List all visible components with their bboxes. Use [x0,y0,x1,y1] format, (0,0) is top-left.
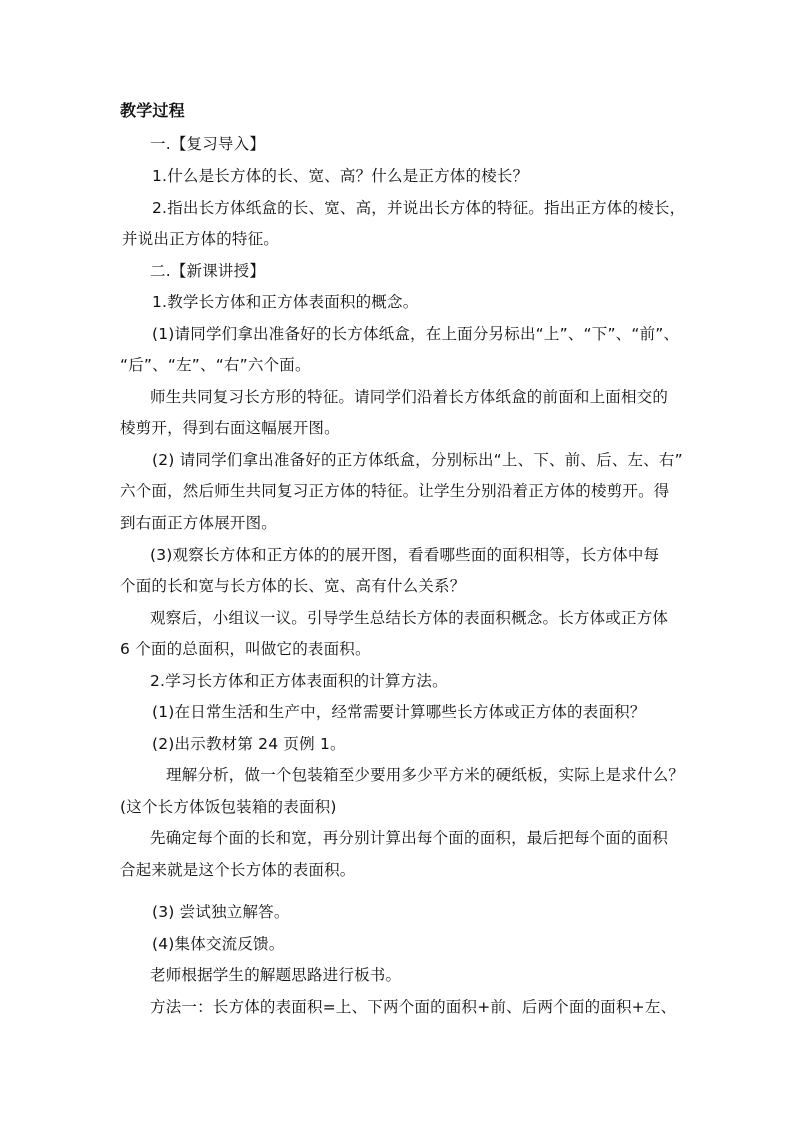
paragraph-line: (1)请同学们拿出准备好的长方体纸盒，在上面分另标出“上”、“下”、“前”、 [152,325,680,343]
paragraph-line: 先确定每个面的长和宽，再分别计算出每个面的面积，最后把每个面的面积 [150,829,669,847]
paragraph-line: 1.什么是长方体的长、宽、高？什么是正方体的棱长？ [152,167,529,185]
paragraph-line: 六个面，然后师生共同复习正方体的特征。让学生分别沿着正方体的棱剪开。得 [120,482,670,500]
paragraph-line: 理解分析，做一个包装箱至少要用多少平方米的硬纸板，实际上是求什么？ [166,766,685,784]
paragraph-line: (3) 尝试独立解答。 [152,903,290,921]
paragraph-line: (1)在日常生活和生产中，经常需要计算哪些长方体或正方体的表面积？ [152,703,646,721]
paragraph-line: (3)观察长方体和正方体的的展开图，看看哪些面的面积相等，长方体中每 [150,546,660,564]
paragraph-line: 个面的长和宽与长方体的长、宽、高有什么关系？ [120,577,466,595]
paragraph-line: (2) 请同学们拿出准备好的正方体纸盒，分别标出“上、下、前、后、左、右” [152,451,683,469]
paragraph-line: 2.学习长方体和正方体表面积的计算方法。 [150,672,448,690]
paragraph-line: 1.教学长方体和正方体表面积的概念。 [152,293,419,311]
paragraph-line: 到右面正方体展开图。 [120,514,278,532]
paragraph-line: 观察后，小组议一议。引导学生总结长方体的表面积概念。长方体或正方体 [150,609,669,627]
paragraph-line: 合起来就是这个长方体的表面积。 [120,861,356,879]
paragraph-line: 方法一：长方体的表面积=上、下两个面的面积+前、后两个面的面积+左、 [150,998,677,1016]
paragraph-line: “后”、“左”、“右”六个面。 [120,356,311,374]
heading-new-lesson: 二.【新课讲授】 [150,262,266,280]
paragraph-line: 老师根据学生的解题思路进行板书。 [150,966,402,984]
paragraph-line: (这个长方体饭包装箱的表面积) [120,798,337,816]
paragraph-line: 棱剪开，得到右面这幅展开图。 [120,419,340,437]
paragraph-line: (4)集体交流反馈。 [152,935,285,953]
paragraph-line: 2.指出长方体纸盒的长、宽、高，并说出长方体的特征。指出正方体的棱长， [152,199,686,217]
paragraph-line: 6 个面的总面积，叫做它的表面积。 [120,640,371,658]
paragraph-line: (2)出示教材第 24 页例 1。 [152,735,346,753]
paragraph-line: 师生共同复习长方形的特征。请同学们沿着长方体纸盒的前面和上面相交的 [150,388,669,406]
heading-review: 一.【复习导入】 [150,135,266,153]
paragraph-line: 并说出正方体的特征。 [122,230,280,248]
section-title: 教学过程 [120,101,185,120]
